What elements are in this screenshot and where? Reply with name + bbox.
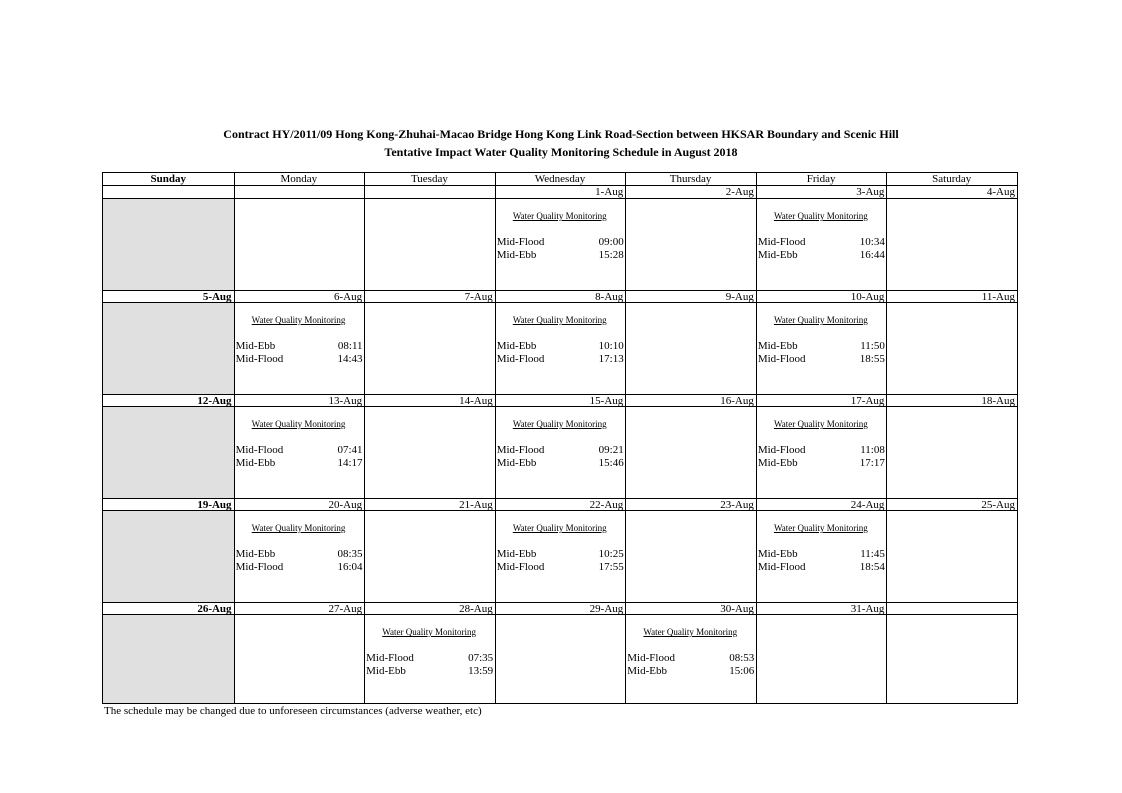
tide-row [236, 340, 363, 353]
monitoring-entry [756, 314, 887, 374]
tide-label: Mid-Ebb [496, 249, 537, 261]
date-label: 17-Aug [850, 395, 885, 407]
date-label: 22-Aug [589, 499, 624, 511]
monitoring-entry [756, 210, 887, 270]
date-label: 28-Aug [459, 603, 493, 615]
tide-time: 11:08 [860, 444, 885, 456]
date-label: 29-Aug [589, 603, 624, 615]
date-label [234, 186, 365, 198]
date-label: 27-Aug [328, 603, 363, 615]
tide-row [758, 457, 885, 470]
date-label: 18-Aug [981, 395, 1015, 407]
date-label: 1-Aug [595, 186, 624, 198]
date-band [103, 186, 1017, 199]
tide-time: 07:41 [337, 444, 363, 456]
date-label [364, 186, 495, 198]
date-label: 13-Aug [328, 395, 363, 407]
schedule-footnote: The schedule may be changed due to unforeseen circumstances (adverse weather, etc) [104, 705, 482, 717]
weekday-header-tuesday: Tuesday [410, 173, 448, 185]
date-label: 4-Aug [986, 186, 1015, 198]
monitoring-heading: Water Quality Monitoring [773, 315, 868, 325]
week-row [103, 186, 1017, 290]
date-label: 25-Aug [981, 499, 1015, 511]
monitoring-entry [234, 418, 365, 478]
tide-label: Mid-Ebb [757, 457, 798, 469]
monitoring-entry [756, 418, 887, 478]
date-label: 20-Aug [328, 499, 363, 511]
tide-label: Mid-Ebb [235, 457, 276, 469]
tide-time: 17:17 [859, 457, 885, 469]
weekday-header-saturday: Saturday [932, 173, 972, 185]
monitoring-entry [495, 522, 626, 582]
tide-time: 10:10 [598, 340, 624, 352]
tide-time: 10:34 [859, 236, 885, 248]
date-label: 30-Aug [720, 603, 754, 615]
tide-label: Mid-Flood [366, 652, 414, 664]
tide-row [497, 236, 624, 249]
tide-row [497, 444, 624, 457]
tide-label: Mid-Ebb [366, 665, 406, 677]
date-band [103, 602, 1017, 615]
tide-time: 16:44 [859, 249, 885, 261]
tide-time: 11:45 [860, 548, 885, 560]
tide-label: Mid-Flood [757, 353, 806, 365]
column-divider [756, 173, 757, 703]
monitoring-entry [756, 522, 887, 582]
document-subtitle: Tentative Impact Water Quality Monitoring Schedule in August 2018 [384, 145, 738, 159]
monitoring-entry [234, 314, 365, 374]
tide-label: Mid-Ebb [235, 548, 276, 560]
tide-row [627, 652, 754, 665]
column-divider [625, 173, 626, 703]
tide-row [758, 353, 885, 366]
date-label: 9-Aug [725, 291, 754, 303]
tide-time: 14:17 [337, 457, 363, 469]
date-label: 5-Aug [202, 291, 232, 303]
sunday-shaded-cell [103, 511, 234, 602]
tide-label: Mid-Flood [235, 444, 284, 456]
tide-row [236, 444, 363, 457]
column-divider [886, 173, 887, 703]
tide-label: Mid-Ebb [496, 457, 537, 469]
week-row [103, 394, 1017, 498]
tide-time: 17:13 [598, 353, 624, 365]
date-label: 7-Aug [464, 291, 493, 303]
column-divider [234, 173, 235, 703]
monitoring-heading: Water Quality Monitoring [773, 419, 868, 429]
date-band [103, 394, 1017, 407]
monitoring-entry [234, 522, 365, 582]
date-label: 3-Aug [856, 186, 885, 198]
date-label: 24-Aug [850, 499, 885, 511]
date-label: 31-Aug [850, 603, 885, 615]
tide-time: 08:35 [337, 548, 363, 560]
date-label: 11-Aug [981, 291, 1015, 303]
column-divider [364, 173, 365, 703]
weekday-header-friday: Friday [806, 173, 836, 185]
tide-time: 09:21 [598, 444, 624, 456]
date-label: 6-Aug [334, 291, 363, 303]
tide-row [236, 548, 363, 561]
tide-row [497, 548, 624, 561]
tide-time: 08:11 [337, 340, 363, 352]
monitoring-heading: Water Quality Monitoring [773, 523, 868, 533]
weekday-header-row [103, 173, 1017, 186]
date-label: 12-Aug [197, 395, 232, 407]
monitoring-heading: Water Quality Monitoring [512, 419, 607, 429]
tide-row [366, 652, 493, 665]
tide-time: 16:04 [337, 561, 363, 573]
sunday-shaded-cell [103, 199, 234, 290]
tide-row [236, 457, 363, 470]
monitoring-entry [495, 314, 626, 374]
tide-row [497, 457, 624, 470]
date-band [103, 498, 1017, 511]
monitoring-entry [495, 418, 626, 478]
tide-row [758, 249, 885, 262]
tide-label: Mid-Flood [627, 652, 675, 664]
monitoring-entry [625, 626, 756, 686]
tide-time: 15:06 [729, 665, 755, 677]
tide-time: 07:35 [468, 652, 494, 664]
monitoring-heading: Water Quality Monitoring [512, 523, 607, 533]
tide-row [497, 249, 624, 262]
monitoring-heading: Water Quality Monitoring [251, 315, 346, 325]
weekday-header-thursday: Thursday [669, 173, 712, 185]
date-label: 2-Aug [725, 186, 754, 198]
tide-row [366, 665, 493, 678]
tide-row [758, 444, 885, 457]
monitoring-heading: Water Quality Monitoring [512, 315, 607, 325]
tide-label: Mid-Flood [757, 561, 806, 573]
tide-label: Mid-Ebb [757, 340, 798, 352]
tide-label: Mid-Ebb [496, 340, 537, 352]
tide-row [758, 548, 885, 561]
tide-label: Mid-Flood [757, 236, 806, 248]
date-label [103, 186, 234, 198]
monitoring-heading: Water Quality Monitoring [643, 627, 738, 637]
date-label: 16-Aug [720, 395, 754, 407]
tide-row [758, 561, 885, 574]
monitoring-heading: Water Quality Monitoring [512, 211, 607, 221]
monitoring-entry [495, 210, 626, 270]
tide-label: Mid-Flood [496, 561, 545, 573]
tide-row [236, 353, 363, 366]
sunday-shaded-cell [103, 303, 234, 394]
monitoring-heading: Water Quality Monitoring [251, 419, 346, 429]
tide-time: 17:55 [598, 561, 624, 573]
tide-row [497, 340, 624, 353]
tide-row [758, 340, 885, 353]
date-label [886, 603, 1017, 615]
tide-row [497, 353, 624, 366]
week-row [103, 290, 1017, 394]
tide-time: 13:59 [468, 665, 494, 677]
tide-label: Mid-Flood [496, 236, 545, 248]
tide-label: Mid-Ebb [627, 665, 668, 677]
tide-time: 15:46 [598, 457, 624, 469]
monitoring-entry [364, 626, 495, 686]
weekday-header-monday: Monday [280, 173, 318, 185]
tide-time: 18:54 [859, 561, 885, 573]
tide-time: 11:50 [860, 340, 885, 352]
tide-row [236, 561, 363, 574]
tide-row [627, 665, 754, 678]
tide-time: 14:43 [337, 353, 363, 365]
tide-row [758, 236, 885, 249]
tide-time: 08:53 [729, 652, 755, 664]
monitoring-heading: Water Quality Monitoring [382, 627, 477, 637]
tide-time: 10:25 [598, 548, 624, 560]
tide-time: 18:55 [859, 353, 885, 365]
date-label: 8-Aug [595, 291, 624, 303]
date-label: 15-Aug [589, 395, 624, 407]
tide-time: 15:28 [598, 249, 624, 261]
document-title: Contract HY/2011/09 Hong Kong-Zhuhai-Macao Bridge Hong Kong Link Road-Section between HKSAR Boundary and Scenic Hill [223, 127, 899, 141]
date-label: 19-Aug [197, 499, 232, 511]
date-band [103, 290, 1017, 303]
calendar-table [102, 172, 1018, 704]
week-row [103, 602, 1017, 703]
week-row [103, 498, 1017, 602]
tide-label: Mid-Ebb [757, 548, 798, 560]
tide-label: Mid-Flood [496, 353, 545, 365]
date-label: 10-Aug [850, 291, 885, 303]
weekday-header-sunday: Sunday [150, 173, 187, 185]
tide-time: 09:00 [598, 236, 624, 248]
date-label: 23-Aug [720, 499, 754, 511]
sunday-shaded-cell [103, 615, 234, 703]
weekday-header-wednesday: Wednesday [534, 173, 586, 185]
column-divider [495, 173, 496, 703]
date-label: 14-Aug [459, 395, 493, 407]
monitoring-heading: Water Quality Monitoring [773, 211, 868, 221]
tide-label: Mid-Flood [235, 561, 284, 573]
tide-label: Mid-Flood [757, 444, 806, 456]
tide-label: Mid-Flood [496, 444, 545, 456]
tide-row [497, 561, 624, 574]
tide-label: Mid-Ebb [235, 340, 276, 352]
date-label: 26-Aug [197, 603, 232, 615]
tide-label: Mid-Flood [235, 353, 284, 365]
date-label: 21-Aug [459, 499, 493, 511]
tide-label: Mid-Ebb [496, 548, 537, 560]
tide-label: Mid-Ebb [757, 249, 798, 261]
sunday-shaded-cell [103, 407, 234, 498]
monitoring-heading: Water Quality Monitoring [251, 523, 346, 533]
